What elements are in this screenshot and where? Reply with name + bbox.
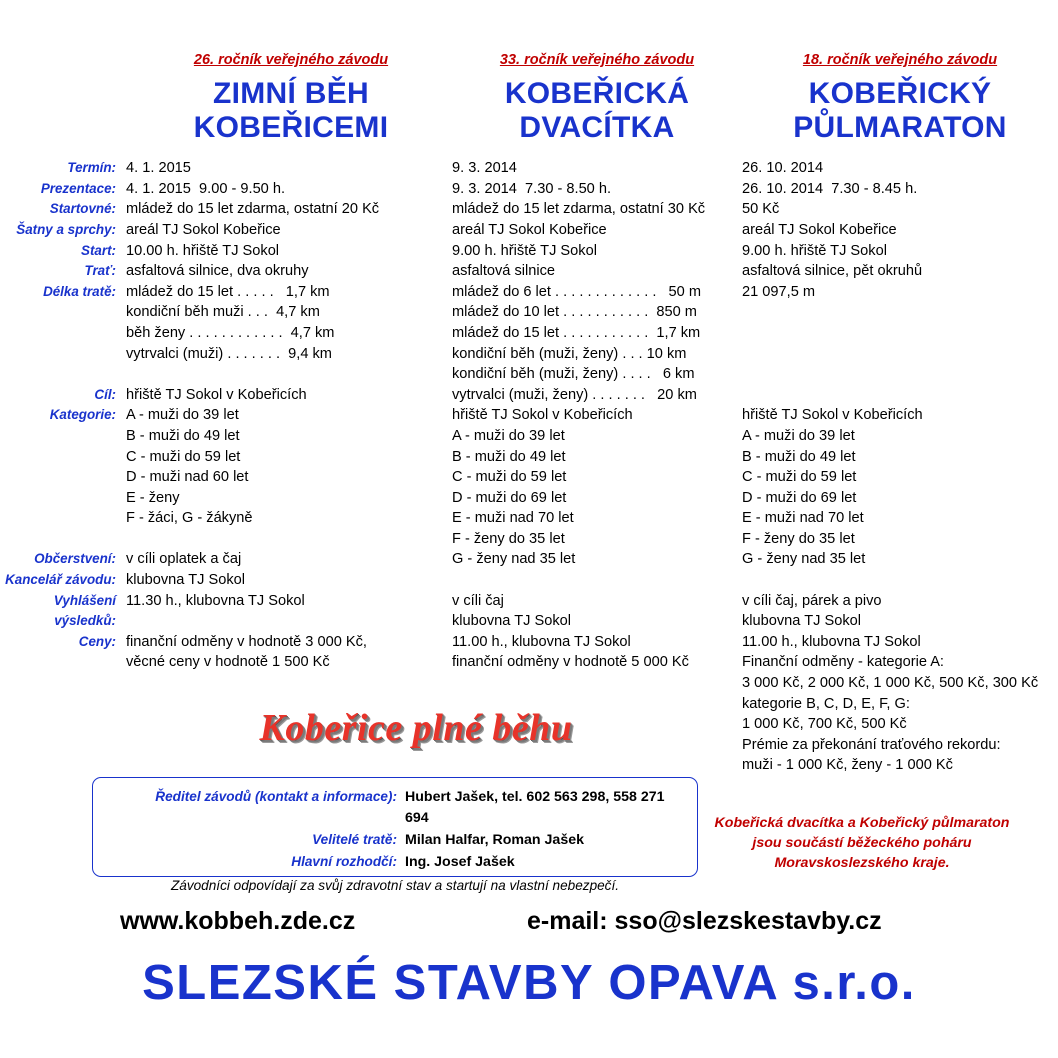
detail-row xyxy=(742,755,1058,776)
detail-row xyxy=(742,632,1058,653)
detail-row xyxy=(0,632,452,653)
detail-row xyxy=(742,261,1058,282)
detail-row xyxy=(452,220,742,241)
detail-value: v cíli oplatek a čaj xyxy=(126,551,242,568)
detail-value: areál TJ Sokol Kobeřice xyxy=(452,221,607,238)
detail-value: klubovna TJ Sokol xyxy=(126,572,245,589)
detail-value: asfaltová silnice xyxy=(452,263,556,280)
detail-value: finanční odměny v hodnotě 5 000 Kč xyxy=(452,654,689,671)
detail-row-spacer xyxy=(742,570,1058,591)
detail-row xyxy=(452,447,742,468)
detail-row xyxy=(0,447,452,468)
detail-value: 1 000 Kč, 700 Kč, 500 Kč xyxy=(742,716,907,733)
detail-value: asfaltová silnice, pět okruhů xyxy=(742,263,923,280)
detail-row xyxy=(0,405,452,426)
detail-row xyxy=(452,632,742,653)
detail-value: mládež do 10 let . . . . . . . . . . . 850 m xyxy=(452,304,697,321)
contact-row xyxy=(105,829,685,851)
detail-row-spacer xyxy=(0,529,452,550)
contact-value: Hubert Jašek, tel. 602 563 298, 558 271 694 xyxy=(405,789,665,826)
race-columns xyxy=(0,52,1058,776)
detail-value: C - muži do 59 let xyxy=(126,448,241,465)
detail-row xyxy=(452,364,742,385)
detail-value: mládež do 15 let zdarma, ostatní 30 Kč xyxy=(452,201,706,218)
detail-value: v cíli čaj, párek a pivo xyxy=(742,592,882,609)
detail-value: A - muži do 39 let xyxy=(742,427,855,444)
detail-row xyxy=(452,158,742,179)
detail-value: areál TJ Sokol Kobeřice xyxy=(126,221,281,238)
detail-row xyxy=(0,467,452,488)
detail-row xyxy=(0,385,452,406)
detail-row xyxy=(452,282,742,303)
detail-row xyxy=(742,426,1058,447)
detail-row xyxy=(452,179,742,200)
contact-value: Ing. Josef Jašek xyxy=(405,854,515,870)
detail-row xyxy=(0,261,452,282)
detail-label: Občerstvení: xyxy=(34,551,116,567)
detail-row xyxy=(742,158,1058,179)
detail-value: A - muži do 39 let xyxy=(452,427,565,444)
detail-row xyxy=(0,570,452,591)
detail-label: Termín: xyxy=(67,160,116,176)
website-link[interactable]: www.kobbeh.zde.cz xyxy=(120,907,356,935)
disclaimer-text: Závodníci odpovídají za svůj zdravotní stav a startují na vlastní nebezpečí. xyxy=(170,878,620,893)
detail-row xyxy=(742,529,1058,550)
detail-label: Startovné: xyxy=(49,201,116,217)
detail-row-spacer xyxy=(742,364,1058,385)
detail-row xyxy=(452,385,742,406)
detail-value: hřiště TJ Sokol v Kobeřicích xyxy=(742,407,923,424)
detail-row xyxy=(742,714,1058,735)
detail-value: 9.00 h. hřiště TJ Sokol xyxy=(452,242,597,259)
detail-label: Délka tratě: xyxy=(43,283,116,299)
detail-value: mládež do 15 let zdarma, ostatní 20 Kč xyxy=(126,201,380,218)
detail-row xyxy=(742,220,1058,241)
detail-row xyxy=(742,652,1058,673)
detail-value: 11.00 h., klubovna TJ Sokol xyxy=(452,633,631,650)
detail-row xyxy=(742,467,1058,488)
contact-label: Velitelé tratě: xyxy=(312,832,397,847)
detail-label: Cíl: xyxy=(94,386,116,402)
detail-row xyxy=(452,199,742,220)
detail-value: mládež do 15 let . . . . . 1,7 km xyxy=(126,283,330,300)
detail-row xyxy=(0,302,452,323)
detail-value: E - muži nad 70 let xyxy=(742,510,864,527)
contact-value: Milan Halfar, Roman Jašek xyxy=(405,832,584,848)
detail-value: 3 000 Kč, 2 000 Kč, 1 000 Kč, 500 Kč, 300 Kč xyxy=(742,675,1039,692)
detail-row-spacer xyxy=(742,385,1058,406)
detail-row xyxy=(452,467,742,488)
detail-row xyxy=(0,488,452,509)
detail-row xyxy=(742,735,1058,756)
detail-value: kategorie B, C, D, E, F, G: xyxy=(742,695,910,712)
detail-row xyxy=(0,199,452,220)
detail-label: Ceny: xyxy=(78,633,116,649)
contact-label: Ředitel závodů (kontakt a informace): xyxy=(155,789,397,804)
detail-row xyxy=(452,529,742,550)
race-title xyxy=(452,77,742,144)
detail-row xyxy=(452,488,742,509)
detail-value: finanční odměny v hodnotě 3 000 Kč, xyxy=(126,633,367,650)
detail-value: věcné ceny v hodnotě 1 500 Kč xyxy=(126,654,330,671)
detail-row xyxy=(742,673,1058,694)
detail-row xyxy=(0,549,452,570)
race-details xyxy=(742,158,1058,776)
race-title-line1: ZIMNÍ BĚH xyxy=(212,77,370,110)
detail-value: běh ženy . . . . . . . . . . . . 4,7 km xyxy=(126,324,335,341)
detail-row xyxy=(452,241,742,262)
detail-row xyxy=(0,282,452,303)
detail-value: 11.30 h., klubovna TJ Sokol xyxy=(126,592,305,609)
detail-value: C - muži do 59 let xyxy=(742,469,857,486)
race-column-koberisky-pulmaraton xyxy=(742,52,1058,776)
detail-value: hřiště TJ Sokol v Kobeřicích xyxy=(126,386,307,403)
detail-row xyxy=(452,261,742,282)
race-subtitle: 26. ročník veřejného závodu xyxy=(193,52,389,68)
detail-label: Kancelář závodu: xyxy=(5,572,116,588)
detail-row xyxy=(0,220,452,241)
detail-value: kondiční běh muži . . . 4,7 km xyxy=(126,304,320,321)
detail-row xyxy=(452,323,742,344)
sponsor-company-name: SLEZSKÉ STAVBY OPAVA s.r.o. xyxy=(142,956,916,1010)
detail-row-spacer xyxy=(0,364,452,385)
detail-row xyxy=(742,488,1058,509)
detail-row xyxy=(0,426,452,447)
detail-row xyxy=(0,158,452,179)
race-subtitle: 33. ročník veřejného závodu xyxy=(499,52,695,68)
detail-row xyxy=(452,426,742,447)
detail-row xyxy=(742,694,1058,715)
race-title-line1: KOBEŘICKÁ xyxy=(504,77,690,110)
detail-value: 26. 10. 2014 xyxy=(742,160,824,177)
detail-value: muži - 1 000 Kč, ženy - 1 000 Kč xyxy=(742,757,953,774)
detail-value: 11.00 h., klubovna TJ Sokol xyxy=(742,633,921,650)
detail-label: Vyhlášení výsledků: xyxy=(53,592,116,629)
detail-label: Šatny a sprchy: xyxy=(16,221,116,237)
race-title xyxy=(742,77,1058,144)
detail-row xyxy=(742,447,1058,468)
detail-value: D - muži do 69 let xyxy=(452,489,567,506)
detail-row xyxy=(0,344,452,365)
detail-value: G - ženy nad 35 let xyxy=(452,551,576,568)
detail-value: 9.00 h. hřiště TJ Sokol xyxy=(742,242,887,259)
detail-row xyxy=(452,591,742,612)
slogan-text: Kobeřice plné běhu xyxy=(259,707,573,749)
detail-label: Kategorie: xyxy=(49,407,116,423)
detail-value: kondiční běh (muži, ženy) . . . . 6 km xyxy=(452,366,695,383)
race-column-zimni-beh xyxy=(0,52,452,776)
detail-value: 21 097,5 m xyxy=(742,283,816,300)
detail-value: 9. 3. 2014 xyxy=(452,160,517,177)
detail-value: F - ženy do 35 let xyxy=(742,530,855,547)
detail-row xyxy=(742,199,1058,220)
detail-value: 50 Kč xyxy=(742,201,780,218)
race-title-line2: KOBEŘICEMI xyxy=(193,110,389,144)
detail-value: asfaltová silnice, dva okruhy xyxy=(126,263,309,280)
contact-label: Hlavní rozhodčí: xyxy=(291,854,397,869)
detail-value: E - ženy xyxy=(126,489,180,506)
contact-row xyxy=(105,786,685,829)
detail-value: mládež do 15 let . . . . . . . . . . . 1,7 km xyxy=(452,324,701,341)
detail-row xyxy=(452,508,742,529)
detail-row-spacer xyxy=(742,344,1058,365)
detail-value: A - muži do 39 let xyxy=(126,407,239,424)
race-title-line2: DVACÍTKA xyxy=(519,110,675,144)
detail-value: G - ženy nad 35 let xyxy=(742,551,866,568)
detail-row xyxy=(0,179,452,200)
detail-value: klubovna TJ Sokol xyxy=(452,613,571,630)
detail-value: C - muži do 59 let xyxy=(452,469,567,486)
detail-row xyxy=(452,302,742,323)
race-title-line1: KOBEŘICKÝ xyxy=(808,77,992,110)
detail-value: vytrvalci (muži) . . . . . . . 9,4 km xyxy=(126,345,332,362)
detail-row xyxy=(742,611,1058,632)
detail-value: B - muži do 49 let xyxy=(452,448,566,465)
detail-value: D - muži nad 60 let xyxy=(126,469,249,486)
detail-value: 9. 3. 2014 7.30 - 8.50 h. xyxy=(452,180,612,197)
detail-value: F - žáci, G - žákyně xyxy=(126,510,253,527)
email-link[interactable]: e-mail: sso@slezskestavby.cz xyxy=(527,907,882,935)
detail-row xyxy=(742,282,1058,303)
detail-row-spacer xyxy=(452,570,742,591)
detail-value: 4. 1. 2015 xyxy=(126,160,191,177)
detail-label: Start: xyxy=(81,242,116,258)
contact-box xyxy=(92,777,698,893)
detail-value: F - ženy do 35 let xyxy=(452,530,565,547)
detail-value: B - muži do 49 let xyxy=(742,448,856,465)
race-title-line2: PŮLMARATON xyxy=(793,110,1007,144)
race-details xyxy=(0,158,452,673)
detail-row xyxy=(0,652,452,673)
detail-row xyxy=(742,549,1058,570)
detail-row xyxy=(0,323,452,344)
detail-value: v cíli čaj xyxy=(452,592,504,609)
detail-value: D - muži do 69 let xyxy=(742,489,857,506)
detail-row xyxy=(452,405,742,426)
detail-value: vytrvalci (muži, ženy) . . . . . . . 20 km xyxy=(452,386,697,403)
detail-row xyxy=(0,591,452,632)
detail-value: Finanční odměny - kategorie A: xyxy=(742,654,944,671)
detail-row-spacer xyxy=(742,302,1058,323)
race-details xyxy=(452,158,742,673)
detail-value: areál TJ Sokol Kobeřice xyxy=(742,221,897,238)
detail-value: hřiště TJ Sokol v Kobeřicích xyxy=(452,407,633,424)
detail-row xyxy=(0,241,452,262)
detail-label: Prezentace: xyxy=(40,180,116,196)
detail-label: Trať: xyxy=(84,263,116,279)
detail-row xyxy=(742,405,1058,426)
detail-row xyxy=(452,652,742,673)
detail-row xyxy=(452,611,742,632)
race-column-koberica-dvacitka xyxy=(452,52,742,776)
detail-value: B - muži do 49 let xyxy=(126,427,240,444)
race-subtitle: 18. ročník veřejného závodu xyxy=(802,52,998,68)
detail-value: 10.00 h. hřiště TJ Sokol xyxy=(126,242,280,259)
detail-row xyxy=(742,179,1058,200)
detail-row xyxy=(452,549,742,570)
detail-row xyxy=(452,344,742,365)
detail-row-spacer xyxy=(742,323,1058,344)
contact-row xyxy=(105,851,685,873)
detail-value: 4. 1. 2015 9.00 - 9.50 h. xyxy=(126,180,286,197)
detail-row xyxy=(742,591,1058,612)
race-title xyxy=(0,77,452,144)
detail-row xyxy=(742,508,1058,529)
detail-value: mládež do 6 let . . . . . . . . . . . . . 50 m xyxy=(452,283,701,300)
detail-value: 26. 10. 2014 7.30 - 8.45 h. xyxy=(742,180,918,197)
detail-value: E - muži nad 70 let xyxy=(452,510,574,527)
detail-value: kondiční běh (muži, ženy) . . . 10 km xyxy=(452,345,687,362)
detail-value: Prémie za překonání traťového rekordu: xyxy=(742,736,1001,753)
detail-row xyxy=(742,241,1058,262)
cup-series-note: Kobeřická dvacítka a Kobeřický půlmaraton jsou součástí běžeckého poháru Moravskoslezského kraje. xyxy=(714,815,1010,871)
detail-value: klubovna TJ Sokol xyxy=(742,613,861,630)
detail-row xyxy=(0,508,452,529)
